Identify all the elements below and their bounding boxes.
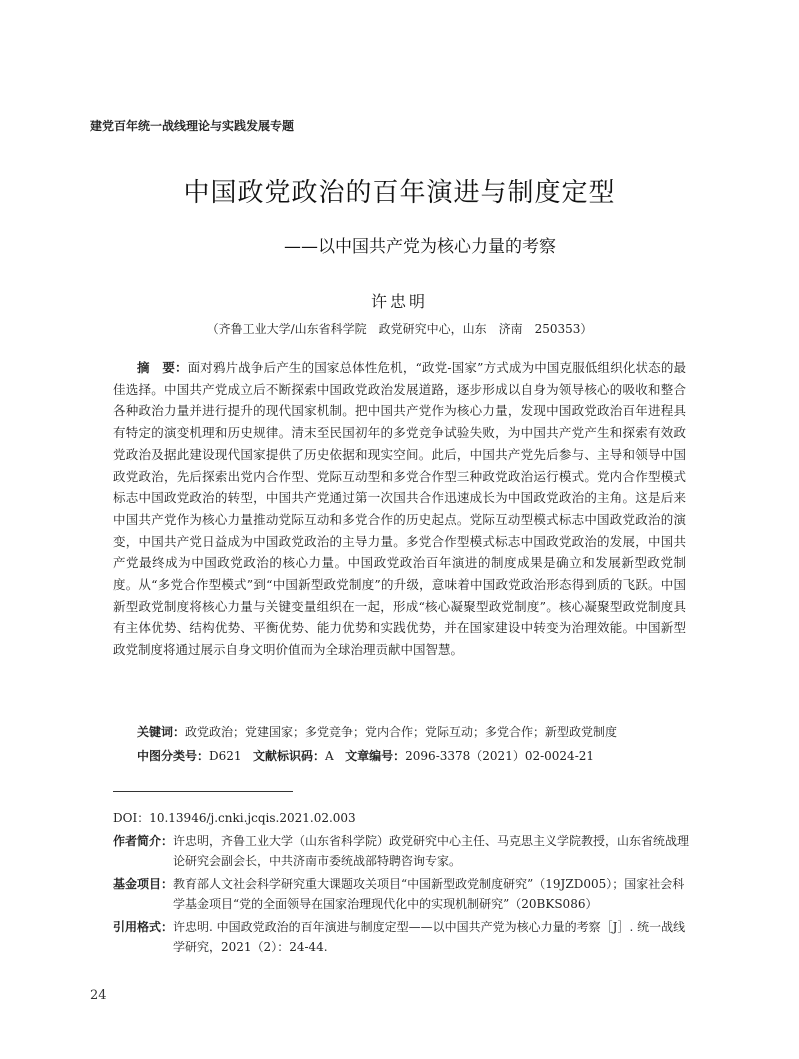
doc-code-label: 文献标识码： <box>253 749 326 763</box>
article-number-value: 2096-3378（2021）02-0024-21 <box>405 749 595 763</box>
article-number-label: 文章编号： <box>345 749 406 763</box>
clc-label: 中图分类号： <box>137 749 210 763</box>
author-bio-text: 许忠明，齐鲁工业大学（山东省科学院）政党研究中心主任、马克思主义学院教授，山东省统战理论研究会副会长，中共济南市委统战部特聘咨询专家。 <box>173 834 690 868</box>
author-name: 许忠明 <box>370 292 428 311</box>
abstract <box>113 357 686 661</box>
article-title: 中国政党政治的百年演进与制度定型 <box>183 178 616 208</box>
author-bio-label: 作者简介： <box>113 834 174 848</box>
fund-text: 教育部人文社会科学研究重大课题攻关项目“中国新型政党制度研究”（19JZD005）；国家社会科学基金项目“党的全面领导在国家治理现代化中的实现机制研究”（20BKS086） <box>173 877 685 911</box>
clc-value: D621 <box>209 749 242 763</box>
author-affiliation: （齐鲁工业大学/山东省科学院 政党研究中心，山东 济南 250353） <box>206 322 593 336</box>
footnotes <box>113 808 691 960</box>
page-number: 24 <box>90 988 107 1003</box>
classification <box>137 747 594 764</box>
citation-format <box>113 917 691 957</box>
keywords-label: 关键词： <box>137 725 186 739</box>
doc-code-value: A <box>325 749 334 763</box>
article-subtitle: ——以中国共产党为核心力量的考察 <box>284 237 556 257</box>
doi-line <box>113 808 691 828</box>
abstract-label: 摘 要： <box>137 360 188 375</box>
fund-label: 基金项目： <box>113 877 174 891</box>
keywords <box>137 723 617 740</box>
keywords-text: 政党政治；党建国家；多党竞争；党内合作；党际互动；多党合作；新型政党制度 <box>185 725 618 739</box>
series-header: 建党百年统一战线理论与实践发展专题 <box>90 119 295 133</box>
abstract-text: 面对鸦片战争后产生的国家总体性危机，“政党-国家”方式成为中国克服低组织化状态的最佳选择。中国共产党成立后不断探索中国政党政治发展道路，逐步形成以自身为领导核心的吸收和整合各种政治力量并进行提升的现代国家机制。把中国共产党作为核心力量，发现中国政党政治百年进程具有特定的演变机理和历史规律。清末至民国初年的多党竞争试验失败，为中国共产党产生和探索有效政党政治及据此建设现代国家提供了历史依据和现实空间。此后，中国共产党先后参与、主导和领导中国政党政治，先后探索出党内合作型、党际互动型和多党合作型三种政党政治运行模式。党内合作型模式标志中国政党政治的转型，中国共产党通过第一次国共合作迅速成长为中国政党政治的主角。这是后来中国共产党作为核心力量推动党际互动和多党合作的历史起点。党际互动型模式标志中国政党政治的演变，中国共产党日益成为中国政党政治的主导力量。多党合作型模式标志中国政党政治的发展，中国共产党最终成为中国政党政治的核心力量。中国政党政治百年演进的制度成果是确立和发展新型政党制度。从“多党合作型模式”到“中国新型政党制度”的升级，意味着中国政党政治形态得到质的飞跃。中国新型政党制度将核心力量与关键变量组织在一起，形成“核心凝聚型政党制度”。核心凝聚型政党制度具有主体优势、结构优势、平衡优势、能力优势和实践优势，并在国家建设中转变为治理效能。中国新型政党制度将通过展示自身文明价值而为全球治理贡献中国智慧。 <box>113 360 686 658</box>
author-bio <box>113 831 691 871</box>
citation-label: 引用格式： <box>113 920 174 934</box>
doi-text: DOI：10.13946/j.cnki.jcqis.2021.02.003 <box>113 811 356 825</box>
citation-text: 许忠明. 中国政党政治的百年演进与制度定型——以中国共产党为核心力量的考察［J］. 统一战线学研究，2021（2）：24-44. <box>173 920 686 954</box>
footnote-divider <box>113 791 293 792</box>
fund-info <box>113 874 691 914</box>
